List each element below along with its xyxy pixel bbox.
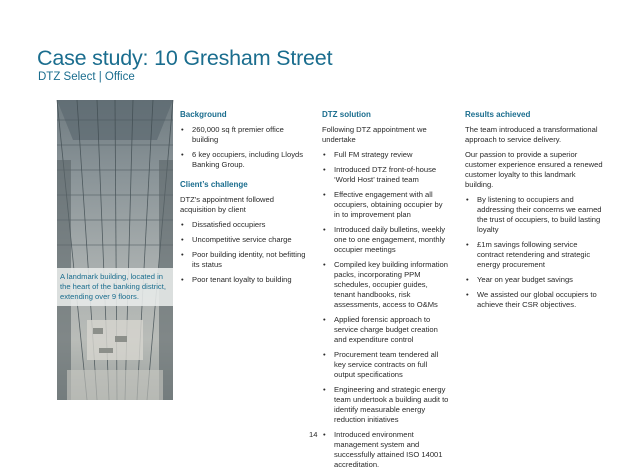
list-item: • Applied forensic approach to service charge budget creation and expenditure control — [322, 315, 450, 345]
challenge-heading: Client’s challenge — [180, 180, 248, 189]
page-number: 14 — [309, 430, 318, 439]
list-item: • Introduced environment management system and successfully attained ISO 14001 accreditation. — [322, 430, 450, 470]
list-item: • 260,000 sq ft premier office building — [180, 125, 310, 145]
list-item: • Year on year budget savings — [465, 275, 605, 285]
background-heading: Background — [180, 110, 227, 119]
page-subtitle: DTZ Select | Office — [38, 71, 135, 83]
list-item: • Dissatisfied occupiers — [180, 220, 310, 230]
list-item: • We assisted our global occupiers to achieve their CSR objectives. — [465, 290, 605, 310]
results-heading: Results achieved — [465, 110, 531, 119]
list-item: • Engineering and strategic energy team undertook a building audit to identify measurable energy reduction initiatives — [322, 385, 450, 425]
photo-caption: A landmark building, located in the heart of the banking district, extending over 9 floors. — [57, 268, 173, 306]
solution-intro: Following DTZ appointment we undertake — [322, 125, 427, 144]
list-item: • £1m savings following service contract retendering and strategic energy procurement — [465, 240, 605, 270]
challenge-intro: DTZ’s appointment followed acquisition by client — [180, 195, 274, 214]
solution-column — [322, 110, 450, 475]
list-item: • Introduced daily bulletins, weekly one to one engagement, monthly occupier meetings — [322, 225, 450, 255]
atrium-illustration — [57, 100, 173, 400]
list-item: • Poor tenant loyalty to building — [180, 275, 310, 285]
results-paragraph: The team introduced a transformational approach to service delivery. — [465, 125, 598, 144]
list-item: • Compiled key building information packs, incorporating PPM schedules, occupier guides, tenant handbooks, risk assessments, access to O&Ms — [322, 260, 450, 310]
results-column — [465, 110, 605, 315]
list-item: • Uncompetitive service charge — [180, 235, 310, 245]
challenge-list — [180, 220, 310, 285]
background-list — [180, 125, 310, 170]
list-item: • 6 key occupiers, including Lloyds Banking Group. — [180, 150, 310, 170]
list-item: • Effective engagement with all occupiers, obtaining occupier by in to improvement plan — [322, 190, 450, 220]
solution-list — [322, 150, 450, 470]
results-paragraph: Our passion to provide a superior customer experience ensured a renewed customer loyalty to this landmark building. — [465, 150, 603, 189]
list-item: • Poor building identity, not befitting its status — [180, 250, 310, 270]
page-title: Case study: 10 Gresham Street — [37, 46, 333, 70]
building-atrium-photo — [57, 100, 173, 400]
list-item: • Introduced DTZ front-of-house ‘World Host’ trained team — [322, 165, 450, 185]
list-item: • By listening to occupiers and addressing their concerns we earned the trust of occupiers, to build lasting loyalty — [465, 195, 605, 235]
list-item: • Full FM strategy review — [322, 150, 450, 160]
solution-heading: DTZ solution — [322, 110, 371, 119]
results-list — [465, 195, 605, 310]
background-column — [180, 110, 310, 290]
list-item: • Procurement team tendered all key service contracts on full output specifications — [322, 350, 450, 380]
